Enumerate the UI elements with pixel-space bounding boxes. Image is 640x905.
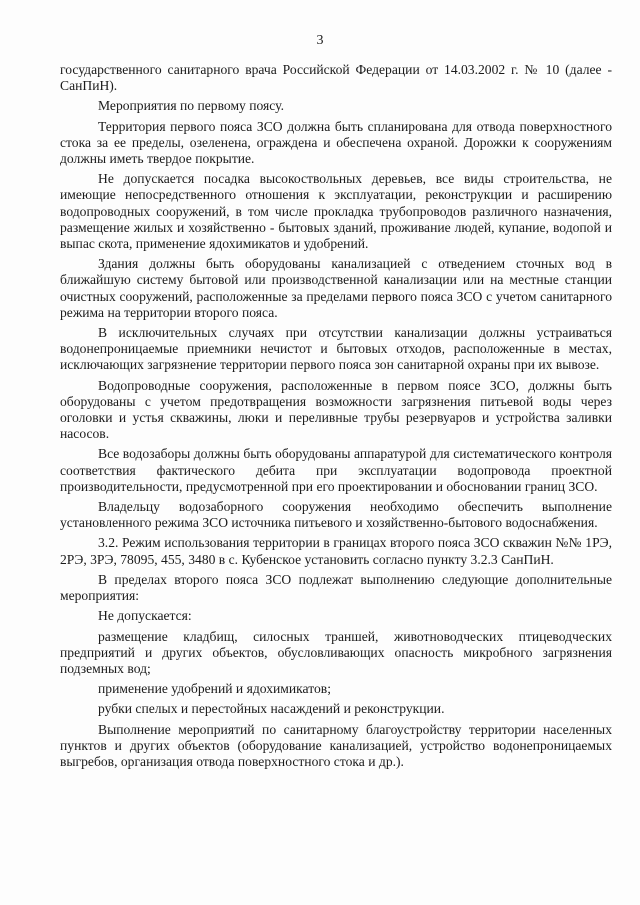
paragraph-continuation: государственного санитарного врача Российской Федерации от 14.03.2002 г. № 10 (далее - СанПиН). — [60, 62, 612, 94]
paragraph-not-allowed: Не допускается: — [98, 608, 192, 624]
paragraph-heading-first-zone: Мероприятия по первому поясу. — [98, 98, 284, 114]
paragraph: Территория первого пояса ЗСО должна быть спланирована для отвода поверхностного стока за ее пределы, озеленена, ограждена и обеспечена охраной. Дорожки к сооружениям должны иметь твердое покрытие. — [60, 118, 612, 167]
paragraph: применение удобрений и ядохимикатов; — [98, 681, 331, 697]
paragraph-section-3-2: 3.2. Режим использования территории в границах второго пояса ЗСО скважин №№ 1РЭ, 2РЭ, 3РЭ, 78095, 455, 3480 в с. Кубенское установить согласно пункту 3.2.3 СанПиН. — [60, 535, 612, 567]
paragraph: Здания должны быть оборудованы канализацией с отведением сточных вод в ближайшую систему бытовой или производственной канализации или на местные станции очистных сооружений, расположенные за пределами первого пояса ЗСО с учетом санитарного режима на территории второго пояса. — [60, 256, 612, 320]
paragraph: Водопроводные сооружения, расположенные в первом поясе ЗСО, должны быть оборудованы с учетом предотвращения возможности загрязнения питьевой воды через оголовки и устья скважины, люки и переливные трубы резервуаров и устройства заливки насосов. — [60, 377, 612, 442]
page-number: 3 — [316, 33, 324, 48]
paragraph: Выполнение мероприятий по санитарному благоустройству территории населенных пунктов и других объектов (оборудование канализацией, устройство водонепроницаемых выгребов, организация отвода поверхностного стока и др.). — [60, 721, 612, 769]
paragraph: В исключительных случаях при отсутствии канализации должны устраиваться водонепроницаемые приемники нечистот и бытовых отходов, расположенные в местах, исключающих загрязнение территории первого пояса зон санитарной охраны при их вывозе. — [60, 325, 612, 373]
paragraph: размещение кладбищ, силосных траншей, животноводческих птицеводческих предприятий и других объектов, обусловливающих опасность микробного загрязнения подземных вод; — [60, 628, 612, 676]
paragraph: В пределах второго пояса ЗСО подлежат выполнению следующие дополнительные мероприятия: — [60, 571, 612, 604]
paragraph: рубки спелых и перестойных насаждений и реконструкции. — [98, 701, 445, 717]
paragraph: Не допускается посадка высокоствольных деревьев, все виды строительства, не имеющие непосредственного отношения к эксплуатации, реконструкции и расширению водопроводных сооружений, в том числе прокладка трубопроводов различного назначения, размещение жилых и хозяйственно - бытовых зданий, проживание людей, купание, водопой и выпас скота, применение ядохимикатов и удобрений. — [60, 171, 612, 252]
paragraph: Все водозаборы должны быть оборудованы аппаратурой для систематического контроля соответствия фактического дебита при эксплуатации водопровода проектной производительности, предусмотренной при его проектировании и обосновании границ ЗСО. — [60, 446, 612, 494]
document-body — [60, 62, 612, 774]
paragraph: Владельцу водозаборного сооружения необходимо обеспечить выполнение установленного режима ЗСО источника питьевого и хозяйственно-бытового водоснабжения. — [60, 499, 612, 531]
